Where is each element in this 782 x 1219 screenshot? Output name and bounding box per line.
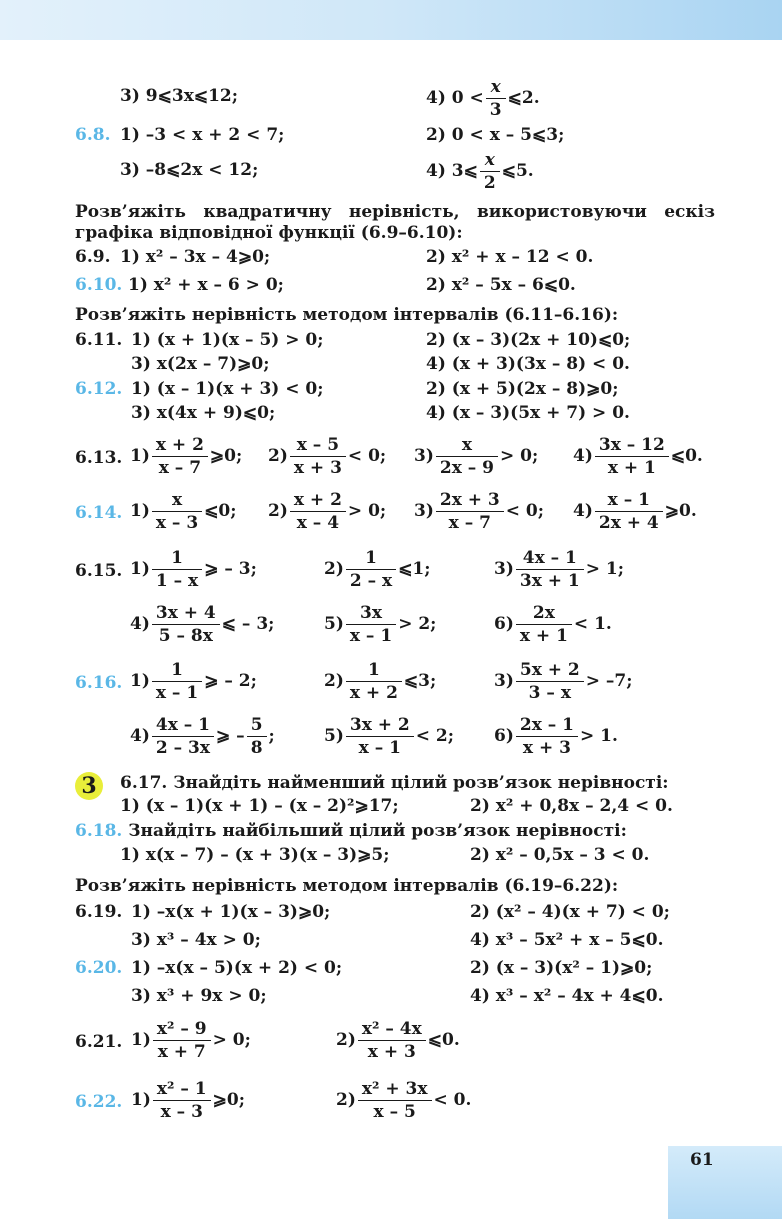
exercise-6-16-item-4: 4) $\frac{4x - 1}{2 - 3x}$ ⩾ – $\frac{5}{8}$ ; xyxy=(130,715,275,758)
instruction-intervals-2: Розв’яжіть нерівність методом інтервалів (6.19–6.22): xyxy=(75,876,619,896)
exercise-6-11-item-1: 1) (x + 1)(x – 5) > 0; xyxy=(131,330,324,350)
page-corner-band xyxy=(668,1146,782,1219)
exercise-6-18-item-2: 2) x² – 0,5x – 3 < 0. xyxy=(470,845,650,865)
exercise-6-20-item-4: 4) x³ – x² – 4x + 4⩽0. xyxy=(470,986,664,1006)
exercise-6-8-number: 6.8. xyxy=(75,125,111,145)
exercise-6-15-item-1: 1) $\frac{1}{1 - x}$ ⩾ – 3; xyxy=(130,548,257,591)
exercise-6-7-item-4: 4) 0 < $\frac{x}{3}$ ⩽2. xyxy=(426,77,540,120)
top-decorative-band xyxy=(0,0,782,40)
exercise-6-13-item-3: 3) $\frac{x}{2x - 9}$ > 0; xyxy=(414,435,539,478)
exercise-6-13-item-1: 1) $\frac{x + 2}{x - 7}$ ⩾0; xyxy=(130,435,243,478)
exercise-6-16-item-6: 6) $\frac{2x - 1}{x + 3}$ > 1. xyxy=(494,715,618,758)
exercise-6-9-item-2: 2) x² + x – 12 < 0. xyxy=(426,247,594,267)
exercise-6-18-item-1: 1) x(x – 7) – (x + 3)(x – 3)⩾5; xyxy=(120,845,390,865)
exercise-6-11-item-4: 4) (x + 3)(3x – 8) < 0. xyxy=(426,354,630,374)
exercise-6-21-number: 6.21. xyxy=(75,1032,123,1052)
exercise-6-13-item-4: 4) $\frac{3x - 12}{x + 1}$ ⩽0. xyxy=(573,435,703,478)
exercise-6-15-number: 6.15. xyxy=(75,561,123,581)
exercise-6-15-item-3: 3) $\frac{4x - 1}{3x + 1}$ > 1; xyxy=(494,548,625,591)
exercise-6-22-number: 6.22. xyxy=(75,1092,123,1112)
exercise-6-20-item-1: 1) –x(x – 5)(x + 2) < 0; xyxy=(131,958,343,978)
exercise-6-20-item-3: 3) x³ + 9x > 0; xyxy=(131,986,267,1006)
exercise-6-8-item-4: 4) 3⩽ $\frac{x}{2}$ ⩽5. xyxy=(426,150,534,193)
exercise-6-17-text: Знайдіть найменший цілий розв’язок нерівності: xyxy=(173,773,669,793)
exercise-6-16-number: 6.16. xyxy=(75,673,123,693)
exercise-6-19-item-4: 4) x³ – 5x² + x – 5⩽0. xyxy=(470,930,664,950)
exercise-6-12-number: 6.12. xyxy=(75,379,123,399)
exercise-6-18-heading xyxy=(75,821,627,841)
exercise-6-14-item-1: 1) $\frac{x}{x - 3}$ ⩽0; xyxy=(130,490,237,533)
exercise-6-9-item-1: 1) x² – 3x – 4⩾0; xyxy=(120,247,271,267)
exercise-6-16-item-3: 3) $\frac{5x + 2}{3 - x}$ > –7; xyxy=(494,660,633,703)
exercise-6-8-item-1: 1) –3 < x + 2 < 7; xyxy=(120,125,285,145)
exercise-6-15-item-6: 6) $\frac{2x}{x + 1}$ < 1. xyxy=(494,603,612,646)
exercise-6-10-number: 6.10. xyxy=(75,275,123,295)
exercise-6-15-item-5: 5) $\frac{3x}{x - 1}$ > 2; xyxy=(324,603,437,646)
exercise-6-20-number: 6.20. xyxy=(75,958,123,978)
exercise-6-8-item-2: 2) 0 < x – 5⩽3; xyxy=(426,125,565,145)
exercise-6-9-number: 6.9. xyxy=(75,247,111,267)
instruction-quadratic-line-2: графіка відповідної функції (6.9–6.10): xyxy=(75,223,463,243)
exercise-6-10-item-1: 1) x² + x – 6 > 0; xyxy=(128,275,284,295)
exercise-6-15-item-2: 2) $\frac{1}{2 - x}$ ⩽1; xyxy=(324,548,431,591)
exercise-6-19-item-2: 2) (x² – 4)(x + 7) < 0; xyxy=(470,902,670,922)
exercise-6-12-item-1: 1) (x – 1)(x + 3) < 0; xyxy=(131,379,324,399)
exercise-6-22-item-2: 2) $\frac{\text{x² + 3x}}{x - 5}$ < 0. xyxy=(336,1079,472,1122)
exercise-6-12-item-3: 3) x(4x + 9)⩽0; xyxy=(131,403,276,423)
exercise-6-11-item-2: 2) (x – 3)(2x + 10)⩽0; xyxy=(426,330,631,350)
exercise-6-22-item-1: 1) $\frac{\text{x² – 1}}{x - 3}$ ⩾0; xyxy=(131,1079,245,1122)
instruction-intervals-1: Розв’яжіть нерівність методом інтервалів (6.11–6.16): xyxy=(75,305,619,325)
exercise-6-16-item-5: 5) $\frac{3x + 2}{x - 1}$ < 2; xyxy=(324,715,455,758)
exercise-6-7-item-3: 3) 9⩽3x⩽12; xyxy=(120,86,239,106)
page-number: 61 xyxy=(690,1150,714,1170)
exercise-6-17-item-2: 2) x² + 0,8x – 2,4 < 0. xyxy=(470,796,673,816)
exercise-6-21-item-1: 1) $\frac{\text{x² – 9}}{x + 7}$ > 0; xyxy=(131,1019,251,1062)
exercise-6-14-item-4: 4) $\frac{x - 1}{2x + 4}$ ⩾0. xyxy=(573,490,697,533)
exercise-6-14-item-3: 3) $\frac{2x + 3}{x - 7}$ < 0; xyxy=(414,490,545,533)
exercise-6-13-item-2: 2) $\frac{x - 5}{x + 3}$ < 0; xyxy=(268,435,387,478)
exercise-6-17-number: 6.17. xyxy=(120,773,168,793)
exercise-6-17-item-1: 1) (x – 1)(x + 1) – (x – 2)²⩾17; xyxy=(120,796,399,816)
exercise-6-11-item-3: 3) x(2x – 7)⩾0; xyxy=(131,354,270,374)
level-3-badge: 3 xyxy=(75,772,103,800)
exercise-6-15-item-4: 4) $\frac{3x + 4}{5 - 8x}$ ⩽ – 3; xyxy=(130,603,275,646)
exercise-6-12-item-4: 4) (x – 3)(5x + 7) > 0. xyxy=(426,403,630,423)
exercise-6-14-number: 6.14. xyxy=(75,503,123,523)
exercise-6-10-item-2: 2) x² – 5x – 6⩽0. xyxy=(426,275,576,295)
exercise-6-18-number: 6.18. xyxy=(75,821,123,841)
exercise-6-19-number: 6.19. xyxy=(75,902,123,922)
exercise-6-16-item-1: 1) $\frac{1}{x - 1}$ ⩾ – 2; xyxy=(130,660,257,703)
exercise-6-8-item-3: 3) –8⩽2x < 12; xyxy=(120,160,259,180)
exercise-6-13-number: 6.13. xyxy=(75,448,123,468)
exercise-6-14-item-2: 2) $\frac{x + 2}{x - 4}$ > 0; xyxy=(268,490,387,533)
exercise-6-19-item-1: 1) –x(x + 1)(x – 3)⩾0; xyxy=(131,902,331,922)
exercise-6-12-item-2: 2) (x + 5)(2x – 8)⩾0; xyxy=(426,379,619,399)
exercise-6-16-item-2: 2) $\frac{1}{x + 2}$ ⩽3; xyxy=(324,660,437,703)
exercise-6-18-text: Знайдіть найбільший цілий розв’язок нерівності: xyxy=(128,821,627,841)
exercise-6-19-item-3: 3) x³ – 4x > 0; xyxy=(131,930,261,950)
instruction-quadratic-line-1: Розв’яжіть квадратичну нерівність, використовуючи ескіз xyxy=(75,202,715,222)
exercise-6-21-item-2: 2) $\frac{\text{x² – 4x}}{x + 3}$ ⩽0. xyxy=(336,1019,460,1062)
exercise-6-11-number: 6.11. xyxy=(75,330,123,350)
exercise-6-20-item-2: 2) (x – 3)(x² – 1)⩾0; xyxy=(470,958,653,978)
exercise-6-17-heading xyxy=(120,773,669,793)
